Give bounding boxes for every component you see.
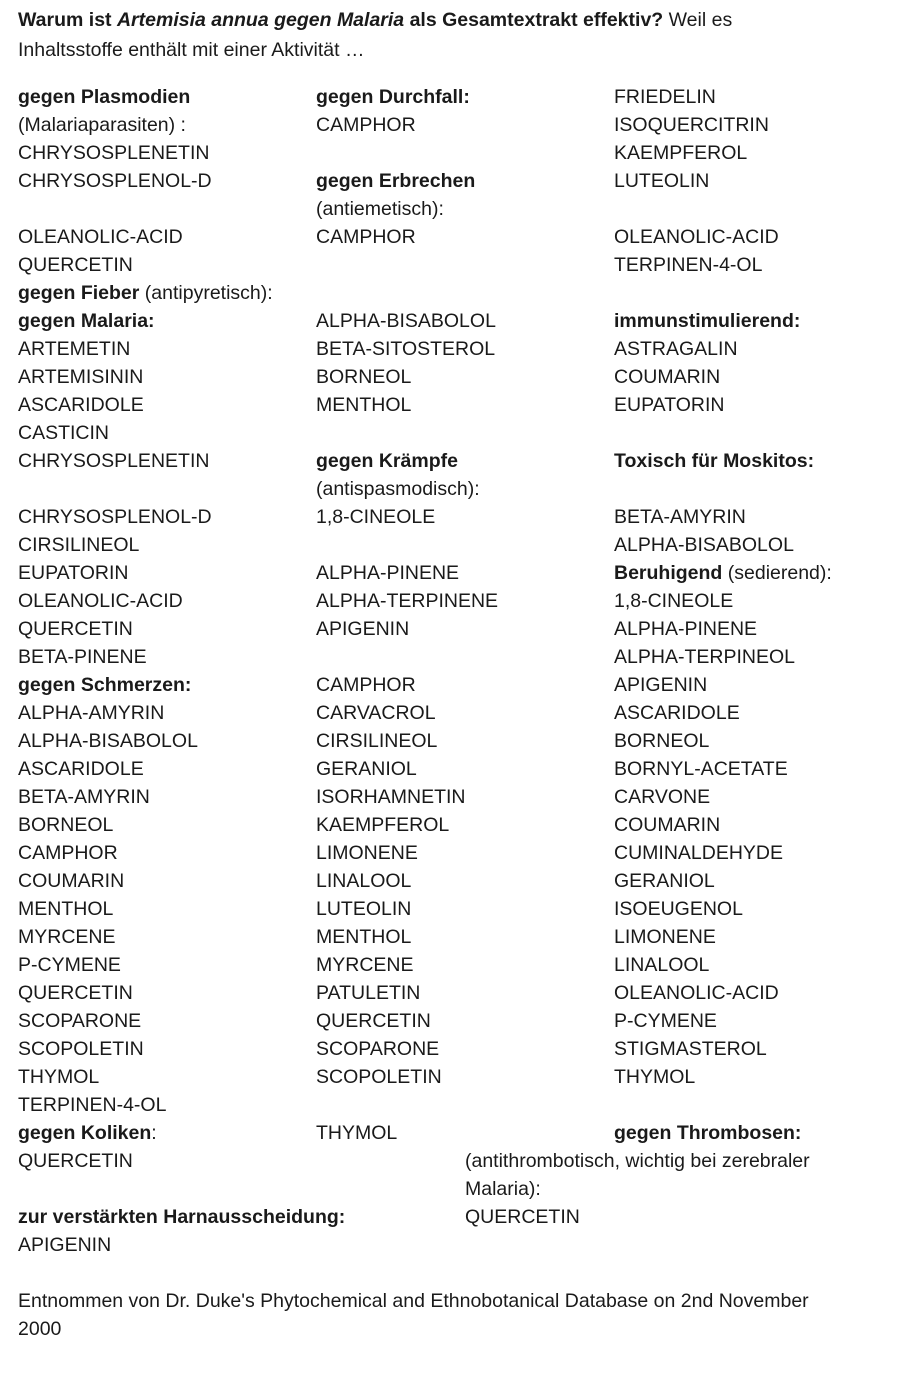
item-schmerzen: P-CYMENE: [18, 954, 121, 976]
title-question-start: Warum ist: [18, 9, 117, 31]
heading-moskitos: Toxisch für Moskitos:: [614, 450, 815, 472]
item-malaria: CASTICIN: [18, 422, 110, 444]
item-plasmodien: CHRYSOSPLENETIN: [18, 142, 210, 164]
item-kraempfe: ISORHAMNETIN: [316, 786, 466, 808]
item-malaria: QUERCETIN: [18, 618, 133, 640]
heading-thrombosen: gegen Thrombosen:: [614, 1122, 802, 1144]
item-plasmodien-cont: TERPINEN-4-OL: [614, 254, 763, 276]
heading-beruhigend: [614, 559, 832, 587]
item-malaria: ASCARIDOLE: [18, 394, 144, 416]
item-plasmodien-cont: ISOQUERCITRIN: [614, 114, 769, 136]
item-kraempfe: KAEMPFEROL: [316, 814, 450, 836]
item-malaria: EUPATORIN: [18, 562, 129, 584]
heading-harnausscheidung: zur verstärkten Harnausscheidung:: [18, 1206, 346, 1228]
note-fieber: (antipyretisch):: [139, 282, 273, 304]
item-beruhigend: COUMARIN: [614, 814, 721, 836]
item-erbrechen: CAMPHOR: [316, 226, 416, 248]
item-immunstimulierend: EUPATORIN: [614, 394, 725, 416]
item-schmerzen: THYMOL: [18, 1066, 100, 1088]
heading-kraempfe: gegen Krämpfe: [316, 450, 458, 472]
item-plasmodien: CHRYSOSPLENOL-D: [18, 170, 212, 192]
item-beruhigend: ISOEUGENOL: [614, 898, 743, 920]
item-durchfall: CAMPHOR: [316, 114, 416, 136]
item-kraempfe: APIGENIN: [316, 618, 410, 640]
item-malaria: BETA-PINENE: [18, 646, 147, 668]
item-schmerzen: QUERCETIN: [18, 982, 133, 1004]
note-kraempfe: (antispasmodisch):: [316, 478, 480, 500]
item-malaria: ARTEMETIN: [18, 338, 131, 360]
heading-fieber-label: gegen Fieber: [18, 282, 140, 304]
heading-malaria: gegen Malaria:: [18, 310, 155, 332]
item-schmerzen: TERPINEN-4-OL: [18, 1094, 167, 1116]
item-fieber: BETA-SITOSTEROL: [316, 338, 496, 360]
item-kraempfe: 1,8-CINEOLE: [316, 506, 436, 528]
item-beruhigend: GERANIOL: [614, 870, 715, 892]
item-beruhigend: APIGENIN: [614, 674, 708, 696]
item-kraempfe: CIRSILINEOL: [316, 730, 438, 752]
title-question-end: als Gesamtextrakt effektiv?: [404, 9, 664, 31]
item-beruhigend: OLEANOLIC-ACID: [614, 982, 779, 1004]
item-kraempfe: GERANIOL: [316, 758, 417, 780]
item-immunstimulierend: ASTRAGALIN: [614, 338, 738, 360]
note-thrombosen: (antithrombotisch, wichtig bei zerebraler: [465, 1150, 810, 1172]
item-kraempfe: LIMONENE: [316, 842, 418, 864]
heading-immunstimulierend: immunstimulierend:: [614, 310, 801, 332]
item-harnausscheidung: APIGENIN: [18, 1234, 112, 1256]
item-malaria: CHRYSOSPLENETIN: [18, 450, 210, 472]
item-kraempfe: ALPHA-TERPINENE: [316, 590, 499, 612]
item-schmerzen: ASCARIDOLE: [18, 758, 144, 780]
item-kraempfe: MYRCENE: [316, 954, 414, 976]
note-erbrechen: (antiemetisch):: [316, 198, 444, 220]
item-schmerzen: BETA-AMYRIN: [18, 786, 150, 808]
item-schmerzen: ALPHA-AMYRIN: [18, 702, 165, 724]
heading-durchfall: gegen Durchfall:: [316, 86, 470, 108]
item-schmerzen: SCOPOLETIN: [18, 1038, 144, 1060]
item-schmerzen: ALPHA-BISABOLOL: [18, 730, 198, 752]
item-beruhigend: THYMOL: [614, 1066, 696, 1088]
item-schmerzen: COUMARIN: [18, 870, 125, 892]
source-line-1: Entnommen von Dr. Duke's Phytochemical and Ethnobotanical Database on 2nd November: [18, 1290, 809, 1312]
heading-koliken-label: gegen Koliken: [18, 1122, 152, 1144]
item-kraempfe: PATULETIN: [316, 982, 421, 1004]
item-malaria: OLEANOLIC-ACID: [18, 590, 183, 612]
note-koliken: :: [151, 1122, 157, 1144]
item-beruhigend: CARVONE: [614, 786, 711, 808]
item-beruhigend: ALPHA-PINENE: [614, 618, 758, 640]
heading-plasmodien: gegen Plasmodien: [18, 86, 191, 108]
item-kraempfe: SCOPOLETIN: [316, 1066, 442, 1088]
item-kraempfe: SCOPARONE: [316, 1038, 440, 1060]
item-fieber: MENTHOL: [316, 394, 412, 416]
item-fieber: ALPHA-BISABOLOL: [316, 310, 496, 332]
item-beruhigend: ASCARIDOLE: [614, 702, 740, 724]
title-answer-start: Weil es: [663, 9, 733, 31]
item-malaria: CIRSILINEOL: [18, 534, 140, 556]
title-line-2: Inhaltsstoffe enthält mit einer Aktivität …: [18, 39, 365, 61]
item-moskitos: ALPHA-BISABOLOL: [614, 534, 794, 556]
item-beruhigend: BORNEOL: [614, 730, 710, 752]
title-species: Artemisia annua gegen Malaria: [116, 9, 405, 31]
item-schmerzen: MYRCENE: [18, 926, 116, 948]
item-kraempfe: QUERCETIN: [316, 1010, 431, 1032]
item-beruhigend: BORNYL-ACETATE: [614, 758, 788, 780]
item-beruhigend: P-CYMENE: [614, 1010, 717, 1032]
item-schmerzen: CAMPHOR: [18, 842, 118, 864]
item-beruhigend: STIGMASTEROL: [614, 1038, 767, 1060]
heading-fieber: [18, 279, 273, 307]
item-kraempfe: ALPHA-PINENE: [316, 562, 460, 584]
note-beruhigend: (sedierend):: [722, 562, 832, 584]
item-schmerzen: SCOPARONE: [18, 1010, 142, 1032]
note-thrombosen: Malaria):: [465, 1178, 541, 1200]
item-immunstimulierend: COUMARIN: [614, 366, 721, 388]
item-moskitos: BETA-AMYRIN: [614, 506, 746, 528]
item-kraempfe: CAMPHOR: [316, 674, 416, 696]
item-kraempfe: MENTHOL: [316, 926, 412, 948]
heading-erbrechen: gegen Erbrechen: [316, 170, 476, 192]
source-line-2: 2000: [18, 1318, 62, 1340]
item-plasmodien-cont: OLEANOLIC-ACID: [614, 226, 779, 248]
item-beruhigend: 1,8-CINEOLE: [614, 590, 734, 612]
note-plasmodien: (Malariaparasiten) :: [18, 114, 186, 136]
item-beruhigend: CUMINALDEHYDE: [614, 842, 784, 864]
item-kraempfe: LUTEOLIN: [316, 898, 412, 920]
item-plasmodien: QUERCETIN: [18, 254, 133, 276]
item-kraempfe: CARVACROL: [316, 702, 436, 724]
item-koliken: QUERCETIN: [18, 1150, 133, 1172]
item-beruhigend: ALPHA-TERPINEOL: [614, 646, 795, 668]
heading-beruhigend-label: Beruhigend: [614, 562, 723, 584]
item-beruhigend: LIMONENE: [614, 926, 716, 948]
item-plasmodien-cont: LUTEOLIN: [614, 170, 710, 192]
item-malaria: ARTEMISININ: [18, 366, 144, 388]
item-schmerzen: MENTHOL: [18, 898, 114, 920]
item-kraempfe: THYMOL: [316, 1122, 398, 1144]
item-fieber: BORNEOL: [316, 366, 412, 388]
item-thrombosen: QUERCETIN: [465, 1206, 580, 1228]
item-malaria: CHRYSOSPLENOL-D: [18, 506, 212, 528]
heading-schmerzen: gegen Schmerzen:: [18, 674, 192, 696]
item-kraempfe: LINALOOL: [316, 870, 412, 892]
item-schmerzen: BORNEOL: [18, 814, 114, 836]
title-line-1: [18, 6, 732, 34]
item-plasmodien-cont: KAEMPFEROL: [614, 142, 748, 164]
item-beruhigend: LINALOOL: [614, 954, 710, 976]
heading-koliken: [18, 1119, 157, 1147]
item-plasmodien-cont: FRIEDELIN: [614, 86, 716, 108]
item-plasmodien: OLEANOLIC-ACID: [18, 226, 183, 248]
